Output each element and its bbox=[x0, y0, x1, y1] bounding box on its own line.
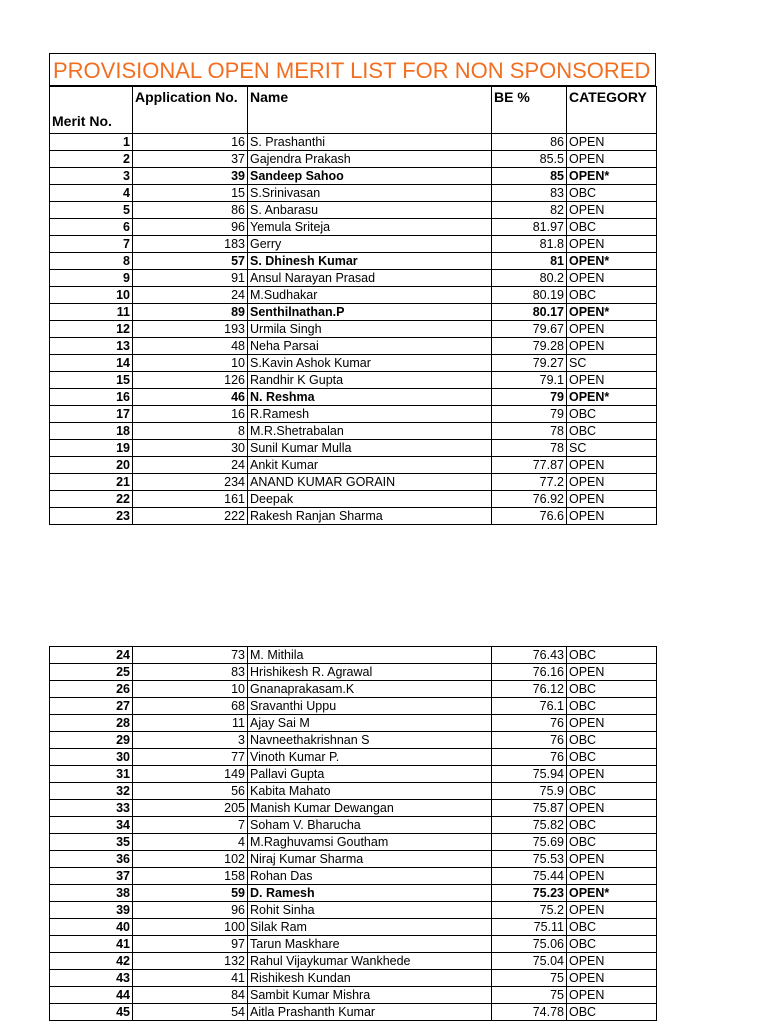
application-no-cell: 57 bbox=[133, 253, 248, 270]
table-row bbox=[50, 885, 657, 902]
table-row bbox=[50, 681, 657, 698]
application-no-cell: 86 bbox=[133, 202, 248, 219]
category-cell: OPEN bbox=[567, 270, 657, 287]
table-row bbox=[50, 321, 657, 338]
category-cell: OPEN bbox=[567, 508, 657, 525]
application-no-cell: 73 bbox=[133, 647, 248, 664]
name-cell: Senthilnathan.P bbox=[248, 304, 492, 321]
table-row bbox=[50, 1004, 657, 1021]
table-row bbox=[50, 372, 657, 389]
category-cell: SC bbox=[567, 355, 657, 372]
be-percent-cell: 75 bbox=[492, 987, 567, 1004]
be-percent-cell: 75.44 bbox=[492, 868, 567, 885]
be-percent-cell: 79 bbox=[492, 406, 567, 423]
name-cell: Sandeep Sahoo bbox=[248, 168, 492, 185]
merit-no-cell: 4 bbox=[50, 185, 133, 202]
application-no-cell: 84 bbox=[133, 987, 248, 1004]
merit-no-cell: 18 bbox=[50, 423, 133, 440]
be-percent-cell: 85.5 bbox=[492, 151, 567, 168]
table-row bbox=[50, 919, 657, 936]
table-row bbox=[50, 664, 657, 681]
merit-no-cell: 36 bbox=[50, 851, 133, 868]
category-cell: OPEN* bbox=[567, 304, 657, 321]
table-row bbox=[50, 732, 657, 749]
table-row bbox=[50, 185, 657, 202]
name-cell: Deepak bbox=[248, 491, 492, 508]
application-no-cell: 102 bbox=[133, 851, 248, 868]
table-row bbox=[50, 236, 657, 253]
application-no-cell: 96 bbox=[133, 219, 248, 236]
table-row bbox=[50, 851, 657, 868]
table-row bbox=[50, 936, 657, 953]
merit-no-cell: 15 bbox=[50, 372, 133, 389]
merit-no-cell: 38 bbox=[50, 885, 133, 902]
application-no-cell: 41 bbox=[133, 970, 248, 987]
name-cell: Rohit Sinha bbox=[248, 902, 492, 919]
be-percent-cell: 74.78 bbox=[492, 1004, 567, 1021]
category-cell: OBC bbox=[567, 287, 657, 304]
be-percent-cell: 75.82 bbox=[492, 817, 567, 834]
application-no-cell: 37 bbox=[133, 151, 248, 168]
table-row bbox=[50, 304, 657, 321]
be-percent-cell: 75 bbox=[492, 970, 567, 987]
merit-list-sheet-part1 bbox=[49, 53, 656, 525]
be-percent-cell: 78 bbox=[492, 440, 567, 457]
be-percent-cell: 76.12 bbox=[492, 681, 567, 698]
name-cell: Pallavi Gupta bbox=[248, 766, 492, 783]
name-cell: M.R.Shetrabalan bbox=[248, 423, 492, 440]
name-cell: Gerry bbox=[248, 236, 492, 253]
category-cell: OPEN bbox=[567, 321, 657, 338]
header-category: CATEGORY bbox=[567, 87, 657, 134]
application-no-cell: 8 bbox=[133, 423, 248, 440]
table-row bbox=[50, 202, 657, 219]
be-percent-cell: 81 bbox=[492, 253, 567, 270]
application-no-cell: 158 bbox=[133, 868, 248, 885]
merit-no-cell: 35 bbox=[50, 834, 133, 851]
name-cell: Rohan Das bbox=[248, 868, 492, 885]
merit-table-part1 bbox=[49, 86, 657, 525]
application-no-cell: 234 bbox=[133, 474, 248, 491]
be-percent-cell: 76.43 bbox=[492, 647, 567, 664]
merit-no-cell: 10 bbox=[50, 287, 133, 304]
be-percent-cell: 81.8 bbox=[492, 236, 567, 253]
application-no-cell: 96 bbox=[133, 902, 248, 919]
name-cell: Ansul Narayan Prasad bbox=[248, 270, 492, 287]
be-percent-cell: 76 bbox=[492, 732, 567, 749]
header-application-no: Application No. bbox=[133, 87, 248, 134]
name-cell: S. Dhinesh Kumar bbox=[248, 253, 492, 270]
merit-no-cell: 16 bbox=[50, 389, 133, 406]
category-cell: OBC bbox=[567, 1004, 657, 1021]
application-no-cell: 56 bbox=[133, 783, 248, 800]
be-percent-cell: 75.9 bbox=[492, 783, 567, 800]
table-body-part1 bbox=[50, 134, 657, 525]
merit-no-cell: 29 bbox=[50, 732, 133, 749]
table-row bbox=[50, 868, 657, 885]
category-cell: OPEN bbox=[567, 664, 657, 681]
merit-no-cell: 1 bbox=[50, 134, 133, 151]
be-percent-cell: 79.28 bbox=[492, 338, 567, 355]
be-percent-cell: 77.2 bbox=[492, 474, 567, 491]
category-cell: OPEN bbox=[567, 902, 657, 919]
category-cell: OBC bbox=[567, 732, 657, 749]
name-cell: Niraj Kumar Sharma bbox=[248, 851, 492, 868]
name-cell: Randhir K Gupta bbox=[248, 372, 492, 389]
be-percent-cell: 76.6 bbox=[492, 508, 567, 525]
category-cell: OPEN bbox=[567, 851, 657, 868]
application-no-cell: 24 bbox=[133, 287, 248, 304]
table-row bbox=[50, 270, 657, 287]
name-cell: M. Mithila bbox=[248, 647, 492, 664]
merit-no-cell: 17 bbox=[50, 406, 133, 423]
merit-no-cell: 12 bbox=[50, 321, 133, 338]
category-cell: OBC bbox=[567, 698, 657, 715]
be-percent-cell: 80.17 bbox=[492, 304, 567, 321]
name-cell: Gnanaprakasam.K bbox=[248, 681, 492, 698]
header-merit-no: Merit No. bbox=[50, 87, 133, 134]
be-percent-cell: 75.94 bbox=[492, 766, 567, 783]
table-row bbox=[50, 457, 657, 474]
be-percent-cell: 75.69 bbox=[492, 834, 567, 851]
category-cell: OPEN bbox=[567, 970, 657, 987]
merit-no-cell: 2 bbox=[50, 151, 133, 168]
name-cell: Ankit Kumar bbox=[248, 457, 492, 474]
name-cell: Sravanthi Uppu bbox=[248, 698, 492, 715]
name-cell: S.Kavin Ashok Kumar bbox=[248, 355, 492, 372]
category-cell: OPEN bbox=[567, 715, 657, 732]
category-cell: OPEN bbox=[567, 800, 657, 817]
page-title: PROVISIONAL OPEN MERIT LIST FOR NON SPONSORED bbox=[49, 53, 656, 86]
table-row bbox=[50, 749, 657, 766]
merit-table-part2 bbox=[49, 646, 657, 1021]
merit-no-cell: 8 bbox=[50, 253, 133, 270]
be-percent-cell: 80.2 bbox=[492, 270, 567, 287]
category-cell: SC bbox=[567, 440, 657, 457]
merit-no-cell: 39 bbox=[50, 902, 133, 919]
application-no-cell: 132 bbox=[133, 953, 248, 970]
be-percent-cell: 77.87 bbox=[492, 457, 567, 474]
name-cell: Hrishikesh R. Agrawal bbox=[248, 664, 492, 681]
merit-no-cell: 41 bbox=[50, 936, 133, 953]
application-no-cell: 91 bbox=[133, 270, 248, 287]
be-percent-cell: 76 bbox=[492, 749, 567, 766]
table-row bbox=[50, 168, 657, 185]
application-no-cell: 54 bbox=[133, 1004, 248, 1021]
table-row bbox=[50, 647, 657, 664]
merit-no-cell: 27 bbox=[50, 698, 133, 715]
table-row bbox=[50, 715, 657, 732]
name-cell: Kabita Mahato bbox=[248, 783, 492, 800]
merit-no-cell: 3 bbox=[50, 168, 133, 185]
table-body-part2 bbox=[50, 647, 657, 1021]
category-cell: OBC bbox=[567, 185, 657, 202]
merit-no-cell: 5 bbox=[50, 202, 133, 219]
merit-no-cell: 23 bbox=[50, 508, 133, 525]
merit-no-cell: 7 bbox=[50, 236, 133, 253]
application-no-cell: 4 bbox=[133, 834, 248, 851]
name-cell: M.Sudhakar bbox=[248, 287, 492, 304]
be-percent-cell: 75.23 bbox=[492, 885, 567, 902]
merit-no-cell: 45 bbox=[50, 1004, 133, 1021]
be-percent-cell: 79.67 bbox=[492, 321, 567, 338]
merit-no-cell: 33 bbox=[50, 800, 133, 817]
category-cell: OBC bbox=[567, 749, 657, 766]
name-cell: Manish Kumar Dewangan bbox=[248, 800, 492, 817]
table-row bbox=[50, 287, 657, 304]
application-no-cell: 83 bbox=[133, 664, 248, 681]
application-no-cell: 39 bbox=[133, 168, 248, 185]
merit-no-cell: 9 bbox=[50, 270, 133, 287]
header-name: Name bbox=[248, 87, 492, 134]
table-row bbox=[50, 491, 657, 508]
application-no-cell: 183 bbox=[133, 236, 248, 253]
application-no-cell: 222 bbox=[133, 508, 248, 525]
name-cell: Yemula Sriteja bbox=[248, 219, 492, 236]
application-no-cell: 126 bbox=[133, 372, 248, 389]
name-cell: S.Srinivasan bbox=[248, 185, 492, 202]
application-no-cell: 149 bbox=[133, 766, 248, 783]
be-percent-cell: 85 bbox=[492, 168, 567, 185]
table-row bbox=[50, 800, 657, 817]
category-cell: OPEN bbox=[567, 202, 657, 219]
table-row bbox=[50, 953, 657, 970]
category-cell: OPEN bbox=[567, 766, 657, 783]
name-cell: D. Ramesh bbox=[248, 885, 492, 902]
name-cell: Navneethakrishnan S bbox=[248, 732, 492, 749]
application-no-cell: 24 bbox=[133, 457, 248, 474]
table-row bbox=[50, 406, 657, 423]
name-cell: Gajendra Prakash bbox=[248, 151, 492, 168]
name-cell: Sambit Kumar Mishra bbox=[248, 987, 492, 1004]
table-row bbox=[50, 987, 657, 1004]
merit-no-cell: 24 bbox=[50, 647, 133, 664]
name-cell: Soham V. Bharucha bbox=[248, 817, 492, 834]
merit-no-cell: 32 bbox=[50, 783, 133, 800]
be-percent-cell: 75.53 bbox=[492, 851, 567, 868]
category-cell: OPEN bbox=[567, 236, 657, 253]
application-no-cell: 205 bbox=[133, 800, 248, 817]
merit-no-cell: 31 bbox=[50, 766, 133, 783]
merit-no-cell: 30 bbox=[50, 749, 133, 766]
table-row bbox=[50, 389, 657, 406]
table-row bbox=[50, 783, 657, 800]
be-percent-cell: 75.87 bbox=[492, 800, 567, 817]
merit-no-cell: 19 bbox=[50, 440, 133, 457]
table-row bbox=[50, 134, 657, 151]
be-percent-cell: 81.97 bbox=[492, 219, 567, 236]
table-row bbox=[50, 834, 657, 851]
merit-no-cell: 44 bbox=[50, 987, 133, 1004]
application-no-cell: 15 bbox=[133, 185, 248, 202]
table-row bbox=[50, 219, 657, 236]
merit-no-cell: 14 bbox=[50, 355, 133, 372]
table-row bbox=[50, 817, 657, 834]
name-cell: R.Ramesh bbox=[248, 406, 492, 423]
merit-no-cell: 13 bbox=[50, 338, 133, 355]
name-cell: ANAND KUMAR GORAIN bbox=[248, 474, 492, 491]
be-percent-cell: 83 bbox=[492, 185, 567, 202]
category-cell: OBC bbox=[567, 834, 657, 851]
category-cell: OPEN* bbox=[567, 389, 657, 406]
be-percent-cell: 79 bbox=[492, 389, 567, 406]
merit-no-cell: 21 bbox=[50, 474, 133, 491]
name-cell: M.Raghuvamsi Goutham bbox=[248, 834, 492, 851]
category-cell: OPEN bbox=[567, 868, 657, 885]
merit-list-sheet-part2 bbox=[49, 646, 656, 1021]
table-row bbox=[50, 338, 657, 355]
table-row bbox=[50, 355, 657, 372]
be-percent-cell: 80.19 bbox=[492, 287, 567, 304]
table-row bbox=[50, 508, 657, 525]
be-percent-cell: 78 bbox=[492, 423, 567, 440]
be-percent-cell: 76.92 bbox=[492, 491, 567, 508]
application-no-cell: 11 bbox=[133, 715, 248, 732]
application-no-cell: 77 bbox=[133, 749, 248, 766]
category-cell: OPEN bbox=[567, 134, 657, 151]
category-cell: OBC bbox=[567, 406, 657, 423]
name-cell: Sunil Kumar Mulla bbox=[248, 440, 492, 457]
merit-no-cell: 28 bbox=[50, 715, 133, 732]
merit-no-cell: 42 bbox=[50, 953, 133, 970]
application-no-cell: 16 bbox=[133, 406, 248, 423]
table-row bbox=[50, 253, 657, 270]
merit-no-cell: 25 bbox=[50, 664, 133, 681]
name-cell: Aitla Prashanth Kumar bbox=[248, 1004, 492, 1021]
category-cell: OPEN bbox=[567, 151, 657, 168]
application-no-cell: 59 bbox=[133, 885, 248, 902]
be-percent-cell: 75.06 bbox=[492, 936, 567, 953]
name-cell: Urmila Singh bbox=[248, 321, 492, 338]
table-row bbox=[50, 151, 657, 168]
name-cell: Rishikesh Kundan bbox=[248, 970, 492, 987]
be-percent-cell: 82 bbox=[492, 202, 567, 219]
be-percent-cell: 75.04 bbox=[492, 953, 567, 970]
merit-no-cell: 11 bbox=[50, 304, 133, 321]
category-cell: OPEN bbox=[567, 474, 657, 491]
category-cell: OPEN bbox=[567, 987, 657, 1004]
category-cell: OPEN bbox=[567, 457, 657, 474]
category-cell: OBC bbox=[567, 783, 657, 800]
be-percent-cell: 76.1 bbox=[492, 698, 567, 715]
table-row bbox=[50, 902, 657, 919]
category-cell: OBC bbox=[567, 423, 657, 440]
table-row bbox=[50, 440, 657, 457]
name-cell: Tarun Maskhare bbox=[248, 936, 492, 953]
table-row bbox=[50, 766, 657, 783]
category-cell: OBC bbox=[567, 817, 657, 834]
be-percent-cell: 75.2 bbox=[492, 902, 567, 919]
name-cell: Neha Parsai bbox=[248, 338, 492, 355]
table-header-row bbox=[50, 87, 657, 134]
table-row bbox=[50, 423, 657, 440]
application-no-cell: 89 bbox=[133, 304, 248, 321]
merit-no-cell: 40 bbox=[50, 919, 133, 936]
be-percent-cell: 79.1 bbox=[492, 372, 567, 389]
merit-no-cell: 26 bbox=[50, 681, 133, 698]
category-cell: OBC bbox=[567, 647, 657, 664]
category-cell: OPEN bbox=[567, 338, 657, 355]
header-be-percent: BE % bbox=[492, 87, 567, 134]
application-no-cell: 193 bbox=[133, 321, 248, 338]
name-cell: Ajay Sai M bbox=[248, 715, 492, 732]
merit-no-cell: 34 bbox=[50, 817, 133, 834]
be-percent-cell: 76.16 bbox=[492, 664, 567, 681]
category-cell: OPEN* bbox=[567, 168, 657, 185]
category-cell: OBC bbox=[567, 919, 657, 936]
application-no-cell: 48 bbox=[133, 338, 248, 355]
name-cell: Silak Ram bbox=[248, 919, 492, 936]
application-no-cell: 7 bbox=[133, 817, 248, 834]
application-no-cell: 30 bbox=[133, 440, 248, 457]
name-cell: S. Anbarasu bbox=[248, 202, 492, 219]
application-no-cell: 10 bbox=[133, 355, 248, 372]
category-cell: OPEN* bbox=[567, 253, 657, 270]
application-no-cell: 161 bbox=[133, 491, 248, 508]
category-cell: OPEN bbox=[567, 491, 657, 508]
be-percent-cell: 86 bbox=[492, 134, 567, 151]
application-no-cell: 100 bbox=[133, 919, 248, 936]
merit-no-cell: 20 bbox=[50, 457, 133, 474]
name-cell: N. Reshma bbox=[248, 389, 492, 406]
table-row bbox=[50, 474, 657, 491]
table-row bbox=[50, 698, 657, 715]
be-percent-cell: 79.27 bbox=[492, 355, 567, 372]
merit-no-cell: 43 bbox=[50, 970, 133, 987]
application-no-cell: 97 bbox=[133, 936, 248, 953]
category-cell: OBC bbox=[567, 936, 657, 953]
be-percent-cell: 76 bbox=[492, 715, 567, 732]
category-cell: OBC bbox=[567, 219, 657, 236]
category-cell: OPEN bbox=[567, 953, 657, 970]
be-percent-cell: 75.11 bbox=[492, 919, 567, 936]
category-cell: OPEN bbox=[567, 372, 657, 389]
merit-no-cell: 37 bbox=[50, 868, 133, 885]
merit-no-cell: 22 bbox=[50, 491, 133, 508]
merit-no-cell: 6 bbox=[50, 219, 133, 236]
category-cell: OPEN* bbox=[567, 885, 657, 902]
name-cell: Rahul Vijaykumar Wankhede bbox=[248, 953, 492, 970]
category-cell: OBC bbox=[567, 681, 657, 698]
name-cell: Vinoth Kumar P. bbox=[248, 749, 492, 766]
application-no-cell: 16 bbox=[133, 134, 248, 151]
name-cell: Rakesh Ranjan Sharma bbox=[248, 508, 492, 525]
application-no-cell: 46 bbox=[133, 389, 248, 406]
name-cell: S. Prashanthi bbox=[248, 134, 492, 151]
application-no-cell: 3 bbox=[133, 732, 248, 749]
table-row bbox=[50, 970, 657, 987]
application-no-cell: 10 bbox=[133, 681, 248, 698]
application-no-cell: 68 bbox=[133, 698, 248, 715]
